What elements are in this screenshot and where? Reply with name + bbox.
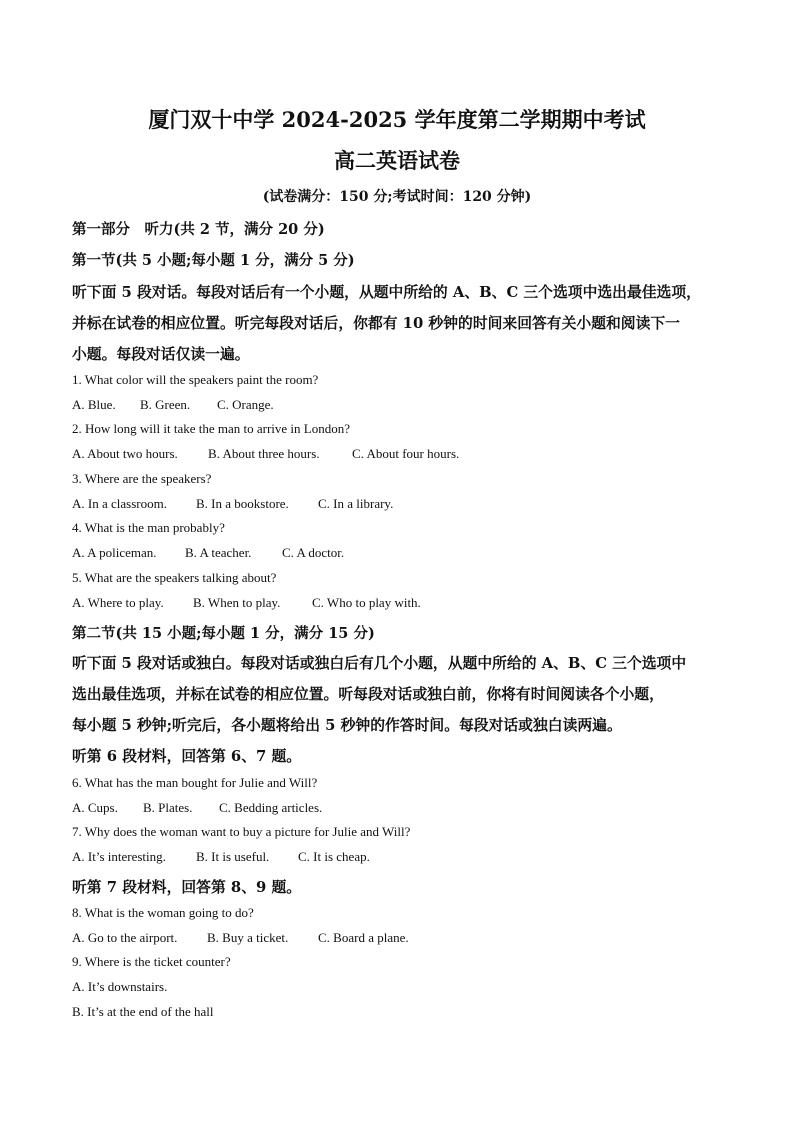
section1-heading: 第一节(共 5 小题;每小题 1 分，满分 5 分)	[72, 252, 355, 269]
option-c: C. Bedding articles.	[219, 800, 323, 815]
question-text: 9. Where is the ticket counter?	[72, 954, 231, 969]
option-c: C. Who to play with.	[312, 595, 421, 610]
option-c: C. In a library.	[318, 496, 394, 511]
option-c: C. Orange.	[217, 397, 274, 412]
option-b: B. In a bookstore.	[196, 496, 289, 511]
option-b: B. It is useful.	[196, 849, 270, 864]
section2-heading: 第二节(共 15 小题;每小题 1 分，满分 15 分)	[72, 625, 375, 642]
option-a: A. Go to the airport.	[72, 930, 178, 945]
answer-options	[72, 930, 732, 946]
answer-options	[72, 849, 732, 865]
option-c: C. About four hours.	[352, 446, 460, 461]
section1-instructions-line: 听下面 5 段对话。每段对话后有一个小题，从题中所给的 A、B、C 三个选项中选出最佳选项，	[72, 284, 701, 301]
section2-instructions-line: 听下面 5 段对话或独白。每段对话或独白后有几个小题，从题中所给的 A、B、C 三个选项中	[72, 655, 687, 672]
question-text: 8. What is the woman going to do?	[72, 905, 254, 920]
section1-instructions-line: 小题。每段对话仅读一遍。	[72, 346, 250, 363]
option-b: B. Buy a ticket.	[207, 930, 289, 945]
question-text: 7. Why does the woman want to buy a picture for Julie and Will?	[72, 824, 411, 839]
option-b: B. When to play.	[193, 595, 281, 610]
option-a: A. It’s interesting.	[72, 849, 166, 864]
answer-options	[72, 800, 732, 816]
exam-title: 厦门双十中学 2024-2025 学年度第二学期期中考试	[148, 107, 646, 132]
question-text: 3. Where are the speakers?	[72, 471, 212, 486]
exam-info: (试卷满分：150 分;考试时间：120 分钟)	[262, 189, 532, 205]
option-a: A. In a classroom.	[72, 496, 167, 511]
answer-options	[72, 397, 732, 413]
option-a: A. A policeman.	[72, 545, 157, 560]
question-text: 2. How long will it take the man to arrive in London?	[72, 421, 350, 436]
question-text: 5. What are the speakers talking about?	[72, 570, 277, 585]
option-c: C. A doctor.	[282, 545, 345, 560]
option-b: B. Green.	[140, 397, 191, 412]
option-a: A. Blue.	[72, 397, 116, 412]
answer-options	[72, 496, 732, 512]
answer-options	[72, 545, 732, 561]
option-a: A. Where to play.	[72, 595, 164, 610]
section2-instructions-line: 选出最佳选项，并标在试卷的相应位置。听每段对话或独白前，你将有时间阅读各个小题，	[72, 686, 664, 703]
part1-heading: 第一部分 听力(共 2 节，满分 20 分)	[72, 221, 325, 238]
material-heading: 听第 7 段材料，回答第 8、9 题。	[72, 879, 302, 896]
question-text: 1. What color will the speakers paint the room?	[72, 372, 319, 387]
option-a: A. Cups.	[72, 800, 118, 815]
section2-instructions-line: 每小题 5 秒钟;听完后，各小题将给出 5 秒钟的作答时间。每段对话或独白读两遍。	[72, 717, 622, 734]
option-b: B. A teacher.	[185, 545, 252, 560]
option-b: B. About three hours.	[208, 446, 320, 461]
answer-options	[72, 595, 732, 611]
question-text: 6. What has the man bought for Julie and Will?	[72, 775, 318, 790]
option-b: B. Plates.	[143, 800, 193, 815]
option-a: A. It’s downstairs.	[72, 979, 168, 994]
option-a: A. About two hours.	[72, 446, 178, 461]
question-text: 4. What is the man probably?	[72, 520, 225, 535]
section1-instructions-line: 并标在试卷的相应位置。听完每段对话后，你都有 10 秒钟的时间来回答有关小题和阅读下一	[72, 315, 680, 332]
option-c: C. It is cheap.	[298, 849, 370, 864]
option-c: C. Board a plane.	[318, 930, 409, 945]
option-b: B. It’s at the end of the hall	[72, 1004, 214, 1019]
material-heading: 听第 6 段材料，回答第 6、7 题。	[72, 748, 302, 765]
answer-options	[72, 446, 732, 462]
exam-subtitle: 高二英语试卷	[334, 148, 460, 173]
